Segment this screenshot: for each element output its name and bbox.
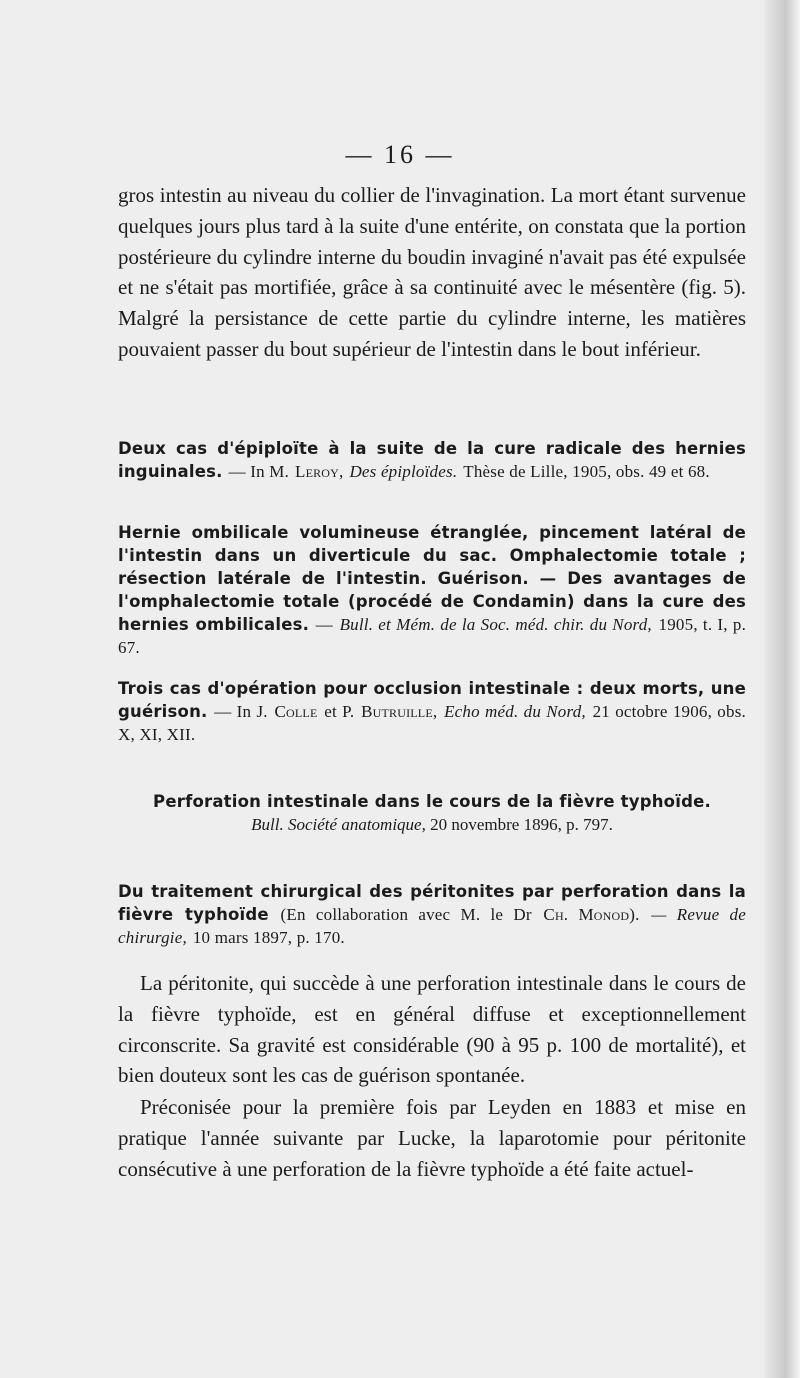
- entry-author: Leroy,: [294, 462, 344, 481]
- paragraph-3: [118, 1092, 746, 1184]
- entry-work: Echo méd. du Nord,: [444, 702, 586, 721]
- entry-source-pre: —: [315, 615, 333, 634]
- entry-work: — Revue de chirurgie,: [118, 905, 746, 947]
- entry-source-mid: et P.: [324, 702, 355, 721]
- entry-source-pre: — In J.: [214, 702, 268, 721]
- entry-source-pre: — In M.: [228, 462, 290, 481]
- entry-author: Ch. Monod).: [543, 905, 640, 924]
- entry-source-post: 1905, t. I, p. 67.: [118, 615, 747, 657]
- entry-source-post: 20 novembre 1896, p. 797.: [430, 815, 613, 834]
- paragraph-1-text: gros intestin au niveau du collier de l'invagination. La mort étant survenue quelques jours plus tard à la suite d'une entérite, on constata que la portion postérieure du cylindre interne du boudin invaginé n'avait pas été expulsée et ne s'était pas mortifiée, grâce à sa continuité avec le mésentère (fig. 5). Malgré la persistance de cette partie du cylindre interne, les matières pouvaient passer du bout supérieur de l'intestin dans le bout inférieur.: [118, 183, 746, 361]
- entry-author: Colle: [274, 702, 318, 721]
- entry-work: Bull. Société anatomique,: [251, 815, 426, 834]
- paragraph-1: [118, 180, 746, 365]
- entry-work: Des épiploïdes.: [349, 462, 458, 481]
- entry-source-post: 10 mars 1897, p. 170.: [192, 928, 345, 947]
- entry-title: Perforation intestinale dans le cours de la fièvre typhoïde.: [153, 792, 711, 811]
- entry-work: Bull. et Mém. de la Soc. méd. chir. du Nord,: [339, 615, 652, 634]
- entry-traitement-chirurgical: [118, 880, 746, 949]
- entry-occlusion-intestinale: [118, 677, 746, 746]
- page-number: — 16 —: [345, 140, 455, 169]
- paragraph-2-text: La péritonite, qui succède à une perforation intestinale dans le cours de la fièvre typhoïde, est en général diffuse et exceptionnellement circonscrite. Sa gravité est considérable (90 à 95 p. 100 de mortalité), et bien douteux sont les cas de guérison spontanée.: [118, 971, 746, 1088]
- entry-title: Deux cas d'épiploïte à la suite de la cure radicale des hernies inguinales.: [118, 439, 746, 481]
- entry-source-pre: (En collaboration avec M. le Dr: [280, 905, 532, 924]
- entry-epiploite: [118, 437, 746, 483]
- entry-perforation-typhoide: [118, 790, 746, 836]
- entry-hernie-ombilicale: [118, 521, 746, 659]
- entry-source-post: 21 octobre 1906, obs. X, XI, XII.: [118, 702, 746, 744]
- entry-source-post: Thèse de Lille, 1905, obs. 49 et 68.: [463, 462, 710, 481]
- entry-title: Du traitement chirurgical des péritonites par perforation dans la fièvre typhoïde: [118, 882, 746, 924]
- entry-title: Trois cas d'opération pour occlusion intestinale : deux morts, une guérison.: [118, 679, 746, 721]
- entry-author-2: Butruille,: [361, 702, 438, 721]
- entry-title: Hernie ombilicale volumineuse étranglée, pincement latéral de l'intestin dans un diverticule du sac. Omphalectomie totale ; résection latérale de l'intestin. Guérison. — Des avantages de l'omphalectomie totale (procédé de Condamin) dans la cure des hernies ombilicales.: [118, 523, 746, 634]
- paragraph-3-text: Préconisée pour la première fois par Leyden en 1883 et mise en pratique l'année suivante par Lucke, la laparotomie pour péritonite consécutive à une perforation de la fièvre typhoïde a été faite actuel-: [118, 1095, 746, 1181]
- page-edge-shadow: [764, 0, 800, 1378]
- paragraph-2: [118, 968, 746, 1091]
